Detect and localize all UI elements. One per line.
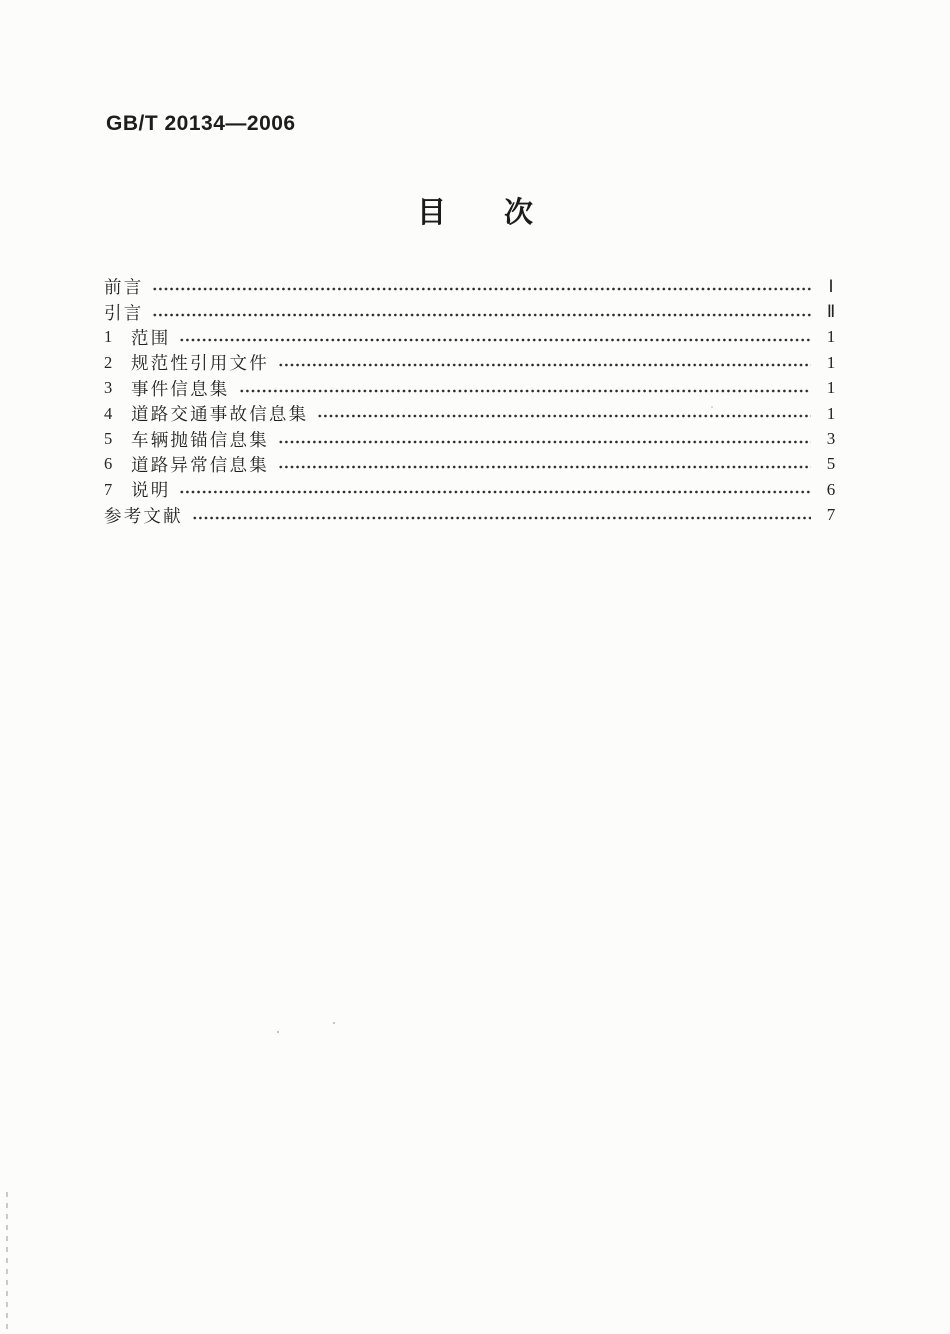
- toc-entry-number: 6: [104, 454, 113, 474]
- toc-entry-label: 规范性引用文件: [131, 353, 269, 374]
- toc-row: [104, 426, 842, 451]
- toc-entry-number: 3: [104, 378, 113, 398]
- table-of-contents: [104, 274, 842, 528]
- toc-entry-label: 车辆抛锚信息集: [131, 429, 269, 450]
- dotted-leader: [152, 311, 811, 319]
- toc-entry-number: 7: [104, 479, 113, 499]
- dotted-leader: [192, 514, 811, 522]
- toc-entry-number: 5: [104, 429, 113, 449]
- toc-row: [104, 401, 842, 426]
- toc-entry-label: 道路交通事故信息集: [131, 404, 309, 425]
- toc-row: [104, 477, 842, 502]
- toc-entry-label: 范围: [131, 327, 171, 348]
- toc-row: [104, 274, 842, 299]
- toc-row: [104, 299, 842, 324]
- scan-edge-artifact: [6, 1192, 8, 1334]
- toc-entry-label: 道路异常信息集: [131, 454, 269, 475]
- standard-number: GB/T 20134—2006: [106, 112, 296, 135]
- toc-entry-page: 7: [826, 505, 836, 525]
- page-title: 目 次: [416, 197, 533, 229]
- dotted-leader: [278, 361, 811, 369]
- toc-row: [104, 452, 842, 477]
- toc-entry-page: 1: [826, 352, 836, 372]
- toc-entry-label: 说明: [131, 480, 171, 501]
- toc-entry-page: 6: [826, 479, 836, 499]
- toc-entry-number: 2: [104, 352, 113, 372]
- toc-row: [104, 503, 842, 528]
- toc-entry-page: 1: [826, 327, 836, 347]
- toc-entry-label: 引言: [104, 302, 144, 323]
- toc-entry-page: 3: [826, 429, 836, 449]
- scan-speck: [277, 1031, 279, 1033]
- toc-row: [104, 325, 842, 350]
- dotted-leader: [239, 387, 812, 395]
- toc-entry-page: Ⅰ: [828, 276, 834, 296]
- scan-speck: [711, 406, 713, 408]
- toc-entry-page: 5: [826, 454, 836, 474]
- dotted-leader: [179, 336, 811, 344]
- toc-entry-page: 1: [826, 403, 836, 423]
- toc-entry-number: 1: [104, 327, 113, 347]
- toc-entry-page: 1: [826, 378, 836, 398]
- toc-entry-number: 4: [104, 403, 113, 423]
- toc-entry-page: Ⅱ: [826, 302, 836, 322]
- toc-entry-label: 前言: [104, 277, 144, 298]
- dotted-leader: [278, 463, 811, 471]
- dotted-leader: [278, 438, 811, 446]
- toc-entry-label: 事件信息集: [131, 378, 230, 399]
- dotted-leader: [152, 285, 811, 293]
- dotted-leader: [179, 488, 811, 496]
- scan-speck: [333, 1022, 335, 1024]
- dotted-leader: [317, 412, 811, 420]
- toc-row: [104, 376, 842, 401]
- toc-entry-label: 参考文献: [104, 505, 183, 526]
- toc-row: [104, 350, 842, 375]
